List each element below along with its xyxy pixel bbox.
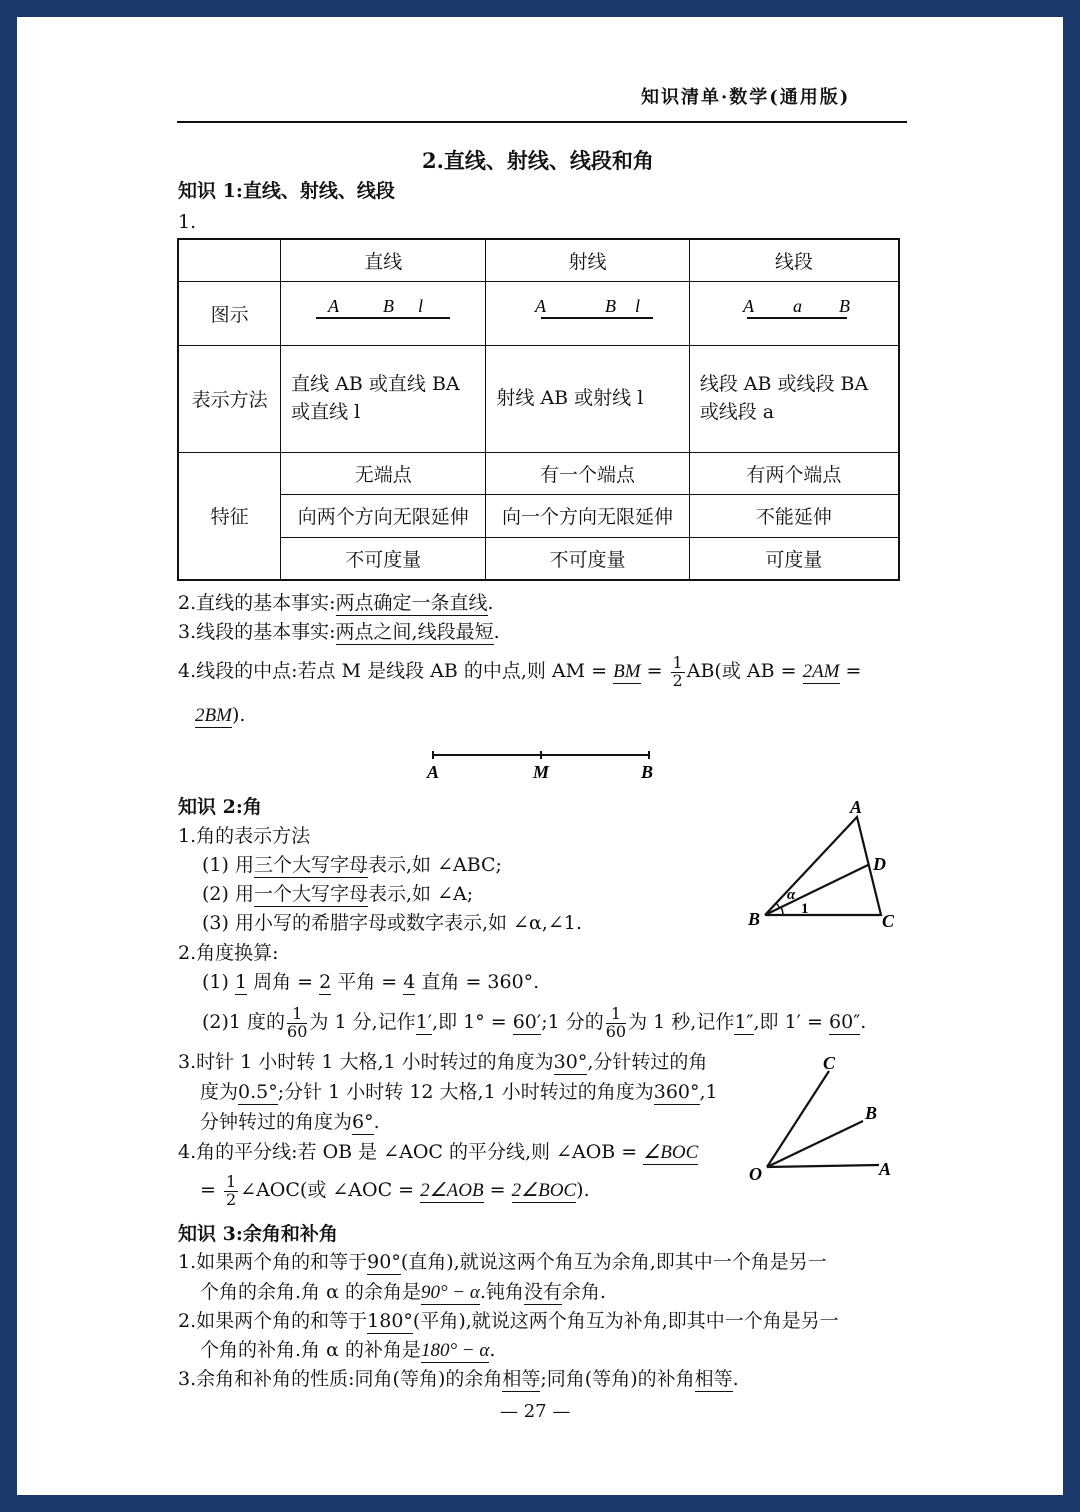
answer-equal-1: 相等 [502, 1368, 541, 1390]
k1-point-2: 2.直线的基本事实:两点确定一条直线. [178, 592, 494, 614]
k2-s3-line1: 3.时针 1 小时转 1 大格,1 小时转过的角度为30°,分针转过的角 [178, 1051, 708, 1073]
segment-notation-1: 线段 AB 或线段 BA [699, 372, 869, 395]
answer-90-deg: 90° [367, 1251, 401, 1273]
k2-s1a: (1) 用三个大写字母表示,如 ∠ABC; [202, 854, 502, 876]
ray-diagram [513, 294, 663, 328]
answer-30-deg: 30° [553, 1051, 588, 1073]
midpoint-label-m: M [533, 762, 550, 782]
answer-one-letter: 一个大写字母 [253, 883, 368, 905]
comparison-table [177, 238, 900, 581]
answer-bm: BM [613, 661, 641, 682]
line-notation-2: 或直线 l [291, 400, 361, 423]
k2-s1b: (2) 用一个大写字母表示,如 ∠A; [202, 883, 474, 905]
answer-4: 4 [403, 971, 416, 993]
tri-label-c: C [882, 911, 895, 931]
line-notation-1: 直线 AB 或直线 BA [291, 372, 460, 395]
fraction-1-60-b: $\frac{1}{60}$ [605, 1003, 627, 1041]
k3-p2-line1: 2.如果两个角的和等于180°(平角),就说这两个角互为补角,即其中一个角是另一 [178, 1310, 839, 1332]
row-label-notation: 表示方法 [178, 345, 281, 452]
fraction-half-angle: $\frac{1}{2}$ [225, 1171, 237, 1209]
answer-0-5-deg: 0.5° [238, 1081, 278, 1103]
col-header-segment: 线段 [689, 239, 899, 281]
answer-6-deg: 6° [352, 1111, 374, 1133]
ray-oa [767, 1165, 879, 1167]
answer-2aob: 2∠AOB [420, 1180, 484, 1201]
midpoint-label-b: B [641, 762, 654, 782]
line-extension: 向两个方向无限延伸 [281, 494, 486, 537]
segment-notation [689, 345, 899, 452]
k2-s2a: (1) 1 周角 = 2 平角 = 4 直角 = 360°. [202, 971, 540, 993]
k2-heading: 知识 2:角 [178, 796, 262, 818]
answer-2am: 2AM [802, 661, 840, 682]
segment-notation-2: 或线段 a [699, 400, 775, 423]
line-label-l: l [418, 295, 424, 316]
page-number: — 27 — [500, 1401, 571, 1422]
k3-p1-line2: 个角的余角.角 α 的余角是90° − α.钝角没有余角. [200, 1281, 606, 1303]
segment-endpoints: 有两个端点 [689, 452, 899, 494]
col-header-ray: 射线 [486, 239, 689, 281]
tri-label-a: A [850, 797, 863, 817]
answer-60-minutes: 60′ [512, 1011, 542, 1033]
line-label-b: B [383, 295, 395, 316]
answer-1: 1 [234, 971, 248, 993]
row-label-diagram: 图示 [178, 281, 281, 345]
answer-none: 没有 [523, 1281, 562, 1303]
k2-s2: 2.角度换算: [178, 942, 279, 964]
ray-extension: 向一个方向无限延伸 [486, 494, 689, 537]
half-fraction: $\frac{1}{2}$ [672, 652, 683, 690]
k1-point-4-cont: 2BM). [195, 704, 246, 726]
answer-shortest-segment: 两点之间,线段最短 [335, 621, 494, 643]
line-measurable: 不可度量 [281, 537, 486, 580]
ray-label-b: B [604, 295, 616, 316]
bis-label-b: B [865, 1103, 878, 1123]
angle-arc-1 [781, 907, 783, 915]
k1-item1-number: 1. [178, 211, 197, 233]
ray-endpoints: 有一个端点 [486, 452, 689, 494]
answer-1-second: 1″ [734, 1011, 754, 1033]
k3-heading: 知识 3:余角和补角 [178, 1223, 338, 1245]
page [17, 17, 1063, 1495]
answer-two-points-line: 两点确定一条直线 [335, 592, 488, 614]
midpoint-diagram [417, 745, 667, 787]
angle-arc-alpha [776, 903, 779, 907]
k2-s1: 1.角的表示方法 [178, 825, 311, 847]
answer-60-seconds: 60″ [829, 1011, 861, 1033]
k3-p1-line1: 1.如果两个角的和等于90°(直角),就说这两个角互为余角,即其中一个角是另一 [178, 1251, 827, 1273]
running-header: 知识清单·数学(通用版) [641, 87, 851, 108]
k3-p2-line2: 个角的补角.角 α 的补角是180° − α. [200, 1339, 496, 1361]
triangle-diagram [745, 797, 905, 932]
bis-label-a: A [879, 1159, 892, 1179]
table-corner [178, 239, 281, 281]
k2-s1c: (3) 用小写的希腊字母或数字表示,如 ∠α,∠1. [202, 912, 582, 934]
line-label-a: A [328, 295, 340, 316]
bisector-diagram [745, 1053, 905, 1183]
segment-label-small-a: a [792, 295, 802, 316]
ray-diagram-cell [486, 281, 689, 345]
answer-180-minus-alpha: 180° − α [420, 1340, 490, 1361]
answer-angle-boc: ∠BOC [643, 1142, 699, 1163]
k2-s3-line2: 度为0.5°;分针 1 小时转 12 大格,1 小时转过的角度为360°,1 [200, 1081, 718, 1103]
segment-diagram [719, 294, 869, 328]
answer-1-minute: 1′ [415, 1011, 433, 1033]
midpoint-label-a: A [427, 762, 440, 782]
col-header-line: 直线 [281, 239, 486, 281]
bis-label-o: O [749, 1164, 762, 1183]
ray-measurable: 不可度量 [486, 537, 689, 580]
answer-180-deg: 180° [367, 1310, 413, 1332]
tri-label-1: 1 [801, 901, 809, 917]
line-diagram [308, 294, 458, 328]
segment-label-a: A [742, 295, 754, 316]
segment-extension: 不能延伸 [689, 494, 899, 537]
segment-measurable: 可度量 [689, 537, 899, 580]
header-rule [177, 121, 907, 123]
k2-s4-line1: 4.角的平分线:若 OB 是 ∠AOC 的平分线,则 ∠AOB = ∠BOC [178, 1141, 699, 1163]
answer-2boc: 2∠BOC [511, 1180, 577, 1201]
tri-label-d: D [873, 854, 886, 874]
k2-s3-line3: 分钟转过的角度为6°. [200, 1111, 380, 1133]
answer-90-minus-alpha: 90° − α [420, 1282, 480, 1303]
k2-s4-line2: = $\frac{1}{2}$ ∠AOC(或 ∠AOC = 2∠AOB = 2∠BOC). [200, 1171, 590, 1209]
tri-label-b: B [748, 909, 761, 929]
section-title: 2.直线、射线、线段和角 [422, 148, 654, 173]
k1-heading: 知识 1:直线、射线、线段 [178, 180, 395, 202]
k1-point-3: 3.线段的基本事实:两点之间,线段最短. [178, 621, 500, 643]
line-endpoints: 无端点 [281, 452, 486, 494]
ray-label-a: A [534, 295, 546, 316]
ray-label-l: l [634, 295, 640, 316]
answer-equal-2: 相等 [694, 1368, 733, 1390]
ray-notation: 射线 AB 或射线 l [486, 345, 689, 452]
k3-p3: 3.余角和补角的性质:同角(等角)的余角相等;同角(等角)的补角相等. [178, 1368, 739, 1390]
tri-label-alpha: α [787, 887, 796, 903]
row-label-features: 特征 [178, 452, 281, 580]
answer-three-letters: 三个大写字母 [253, 854, 368, 876]
bis-label-c: C [823, 1053, 836, 1073]
answer-2bm: 2BM [195, 705, 232, 726]
answer-360-deg: 360° [653, 1081, 700, 1103]
answer-2: 2 [319, 971, 332, 993]
k1-point-4: 4.线段的中点:若点 M 是线段 AB 的中点,则 AM = BM = $\frac{1}{2}$ AB(或 AB = 2AM = [178, 652, 862, 690]
fraction-1-60-a: $\frac{1}{60}$ [287, 1003, 308, 1041]
line-diagram-cell [281, 281, 486, 345]
line-notation [281, 345, 486, 452]
k2-s2b: (2)1 度的 $\frac{1}{60}$ 为 1 分,记作1′,即 1° = 60′;1 分的 $\frac{1}{60}$ 为 1 秒,记作1″,即 1′ = 60″. [202, 1003, 867, 1041]
segment-label-b: B [838, 295, 850, 316]
segment-diagram-cell [689, 281, 899, 345]
